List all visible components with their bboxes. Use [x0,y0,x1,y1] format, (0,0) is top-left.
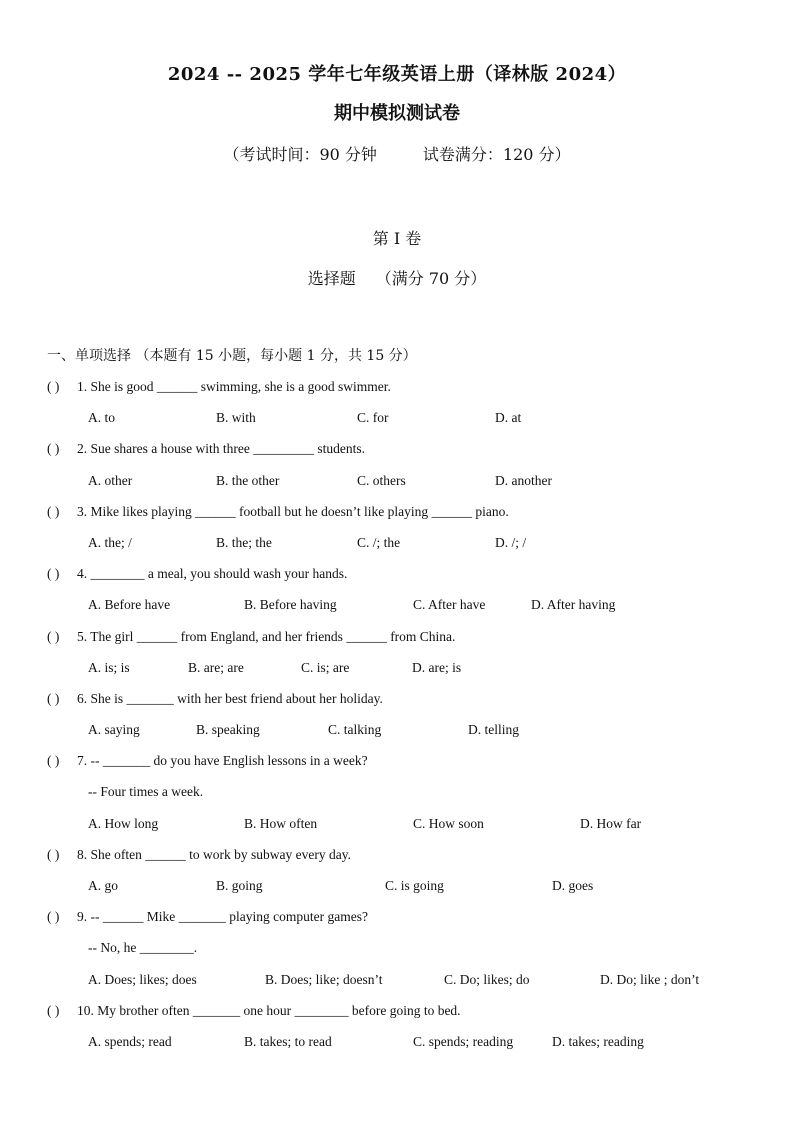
option-b[interactable]: B. Before having [244,597,337,613]
option-row [47,1032,767,1063]
question-9 [47,907,767,938]
option-b[interactable]: B. going [216,878,263,893]
option-a[interactable]: A. Before have [88,597,171,613]
question-7 [47,751,767,782]
option-row [47,814,767,845]
question-reply: -- No, he ________. [88,940,198,956]
option-a[interactable]: A. How long [88,815,159,831]
option-a[interactable]: A. saying [88,722,140,738]
volume-label: 第 I 卷 [372,229,422,248]
option-row [47,595,767,626]
option-b[interactable]: B. the other [216,472,280,488]
section-heading: 一、单项选择 （本题有 15 小题，每小题 1 分，共 15 分） [47,348,417,364]
option-d[interactable]: D. After having [531,597,616,613]
option-b[interactable]: B. How often [244,815,318,831]
part-name: 选择题 [307,269,356,288]
option-d[interactable]: D. goes [552,878,594,893]
option-b[interactable]: B. with [216,410,256,426]
option-a[interactable]: A. Does; likes; does [88,971,197,987]
part-score: （满分 70 分） [375,269,487,288]
question-3 [47,502,767,533]
option-a[interactable]: A. the; / [88,534,132,550]
answer-blank[interactable]: ( ) [47,503,60,519]
question-stem: 7. -- _______ do you have English lessons in a week? [77,753,368,769]
question-5 [47,627,767,658]
option-d[interactable]: D. Do; like ; don’t [600,971,700,987]
question-stem: 6. She is _______ with her best friend about her holiday. [77,690,383,706]
answer-blank[interactable]: ( ) [47,909,60,925]
question-4 [47,564,767,595]
option-c[interactable]: C. /; the [357,534,401,550]
question-reply: -- Four times a week. [88,784,204,800]
option-row [47,533,767,564]
option-b[interactable]: B. speaking [196,722,260,738]
answer-blank[interactable]: ( ) [47,379,60,394]
question-stem: 3. Mike likes playing ______ football but he doesn’t like playing ______ piano. [77,503,509,519]
option-d[interactable]: D. takes; reading [552,1033,644,1049]
option-b[interactable]: B. takes; to read [244,1033,332,1049]
answer-blank[interactable]: ( ) [47,1002,60,1018]
answer-blank[interactable]: ( ) [47,441,60,457]
option-row [47,408,767,439]
exam-title: 2024 -- 2025 学年七年级英语上册（译林版 2024） [167,64,627,85]
answer-blank[interactable]: ( ) [47,690,60,706]
option-c[interactable]: C. is going [385,878,444,893]
option-a[interactable]: A. is; is [88,659,130,675]
exam-time: （考试时间：90 分钟 [223,145,377,164]
option-c[interactable]: C. for [357,410,389,426]
question-stem: 8. She often ______ to work by subway every day. [77,846,351,862]
answer-blank[interactable]: ( ) [47,566,60,582]
option-b[interactable]: B. the; the [216,534,272,550]
option-row [47,658,767,689]
question-stem: 1. She is good ______ swimming, she is a good swimmer. [77,379,391,394]
question-stem: 10. My brother often _______ one hour ________ before going to bed. [77,1002,461,1018]
option-d[interactable]: D. another [495,472,552,488]
exam-info [0,142,794,165]
question-stem: 2. Sue shares a house with three _________ students. [77,441,365,457]
option-b[interactable]: B. Does; like; doesn’t [265,971,383,987]
option-c[interactable]: C. others [357,472,406,488]
option-c[interactable]: C. talking [328,722,382,738]
question-1 [47,377,767,408]
question-stem: 5. The girl ______ from England, and her friends ______ from China. [77,628,456,644]
question-2 [47,439,767,470]
option-a[interactable]: A. other [88,472,133,488]
question-stem: 4. ________ a meal, you should wash your hands. [77,566,348,582]
answer-blank[interactable]: ( ) [47,753,60,769]
option-d[interactable]: D. at [495,410,522,426]
exam-subtitle: 期中模拟测试卷 [334,103,460,124]
option-d[interactable]: D. are; is [412,659,462,675]
option-c[interactable]: C. After have [413,597,486,613]
option-c[interactable]: C. spends; reading [413,1033,514,1049]
question-6 [47,689,767,720]
option-d[interactable]: D. How far [580,815,642,831]
question-8 [47,845,767,876]
option-a[interactable]: A. go [88,878,118,893]
answer-blank[interactable]: ( ) [47,628,60,644]
question-stem: 9. -- ______ Mike _______ playing computer games? [77,909,368,925]
option-c[interactable]: C. Do; likes; do [444,971,530,987]
question-10 [47,1001,767,1032]
option-c[interactable]: C. How soon [413,815,484,831]
answer-blank[interactable]: ( ) [47,846,60,862]
option-a[interactable]: A. spends; read [88,1033,172,1049]
option-row [47,720,767,751]
option-a[interactable]: A. to [88,410,115,426]
question-list [47,377,767,1063]
option-row [47,970,767,1001]
option-b[interactable]: B. are; are [188,659,244,675]
exam-full-score: 试卷满分：120 分） [422,145,571,164]
option-c[interactable]: C. is; are [301,659,350,675]
option-d[interactable]: D. telling [468,722,519,738]
part-heading [0,266,794,289]
option-row [47,471,767,502]
option-d[interactable]: D. /; / [495,534,527,550]
option-row [47,876,767,907]
